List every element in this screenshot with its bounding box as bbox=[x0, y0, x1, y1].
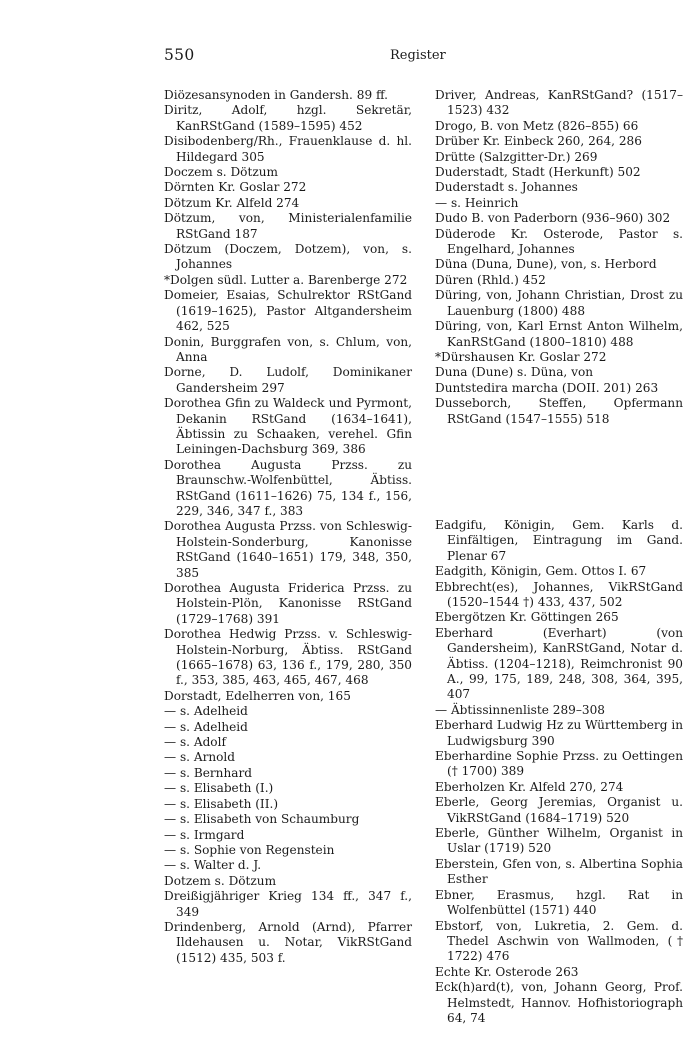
index-entry: Ebner, Erasmus, hzgl. Rat in Wolfenbüttel (1571) 440 bbox=[435, 887, 683, 918]
index-entry: Düring, von, Karl Ernst Anton Wilhelm, KanRStGand (1800–1810) 488 bbox=[435, 319, 683, 349]
index-entry: — Äbtissinnenliste 289–308 bbox=[435, 702, 605, 717]
index-entry: — s. Elisabeth (I.) bbox=[164, 781, 274, 796]
index-entry: Eberle, Georg Jeremias, Organist u. VikRStGand (1684–1719) 520 bbox=[435, 795, 683, 825]
index-entry: Dreißigjähriger Krieg 134 ff., 347 f., 349 bbox=[164, 889, 412, 919]
index-entry: Dorstadt, Edelherren von, 165 bbox=[164, 688, 351, 703]
index-entry: Eadgifu, Königin, Gem. Karls d. Einfältigen, Eintragung im Gand. Plenar 67 bbox=[435, 517, 683, 563]
index-entry: Drütte (Salzgitter-Dr.) 269 bbox=[435, 149, 598, 164]
index-entry: Dorne, D. Ludolf, Dominikaner Gandersheim 297 bbox=[164, 365, 412, 395]
index-entry: — s. Irmgard bbox=[164, 827, 245, 842]
index-entry: — s. Sophie von Regenstein bbox=[164, 842, 335, 857]
index-entry: Dörnten Kr. Goslar 272 bbox=[164, 180, 307, 195]
index-entry: Duderstadt s. Johannes bbox=[435, 180, 578, 195]
index-entry: Drindenberg, Arnold (Arnd), Pfarrer Ildehausen u. Notar, VikRStGand (1512) 435, 503 f. bbox=[164, 919, 412, 965]
index-entry: Düderode Kr. Osterode, Pastor s. Engelhard, Johannes bbox=[435, 226, 683, 257]
index-entry: Eck(h)ard(t), von, Johann Georg, Prof. Helmstedt, Hannov. Hofhistoriograph 64, 74 bbox=[435, 980, 683, 1025]
index-entry: Dorothea Augusta Przss. zu Braunschw.-Wolfenbüttel, Äbtiss. RStGand (1611–1626) 75, 134 f., 156, 229, 346, 347 f., 383 bbox=[164, 457, 412, 518]
index-entry: Diritz, Adolf, hzgl. Sekretär, KanRStGand (1589–1595) 452 bbox=[164, 103, 412, 133]
index-entry: — s. Elisabeth von Schaumburg bbox=[164, 812, 360, 827]
index-entry: Disibodenberg/Rh., Frauenklause d. hl. Hildegard 305 bbox=[164, 134, 412, 164]
index-entry: Dotzem s. Dötzum bbox=[164, 873, 277, 888]
index-entry: Drüber Kr. Einbeck 260, 264, 286 bbox=[435, 134, 642, 149]
index-entry: Dorothea Augusta Friderica Przss. zu Holstein-Plön, Kanonisse RStGand (1729–1768) 391 bbox=[164, 581, 412, 626]
index-entry: Dudo B. von Paderborn (936–960) 302 bbox=[435, 211, 671, 226]
index-entry: Dusseborch, Steffen, Opfermann RStGand (1547–1555) 518 bbox=[435, 396, 683, 426]
index-entry: Eadgith, Königin, Gem. Ottos I. 67 bbox=[435, 564, 647, 579]
index-column-right bbox=[435, 88, 683, 1026]
index-entry: Duntstedira marcha (DOII. 201) 263 bbox=[435, 380, 659, 395]
index-entry: Dötzum, von, Ministerialenfamilie RStGand 187 bbox=[164, 211, 412, 241]
index-entry: Dorothea Hedwig Przss. v. Schleswig-Holstein-Norburg, Äbtiss. RStGand (1665–1678) 63, 136 f., 179, 280, 350 f., 353, 385, 463, 465, 467, 468 bbox=[164, 627, 412, 688]
index-entry: Eberhard (Everhart) (von Gandersheim), KanRStGand, Notar d. Äbtiss. (1204–1218), Reimchronist 90 A., 99, 175, 189, 248, 308, 364, 395, 407 bbox=[435, 625, 683, 702]
index-entry: — s. Adelheid bbox=[164, 719, 248, 734]
index-entry: *Dolgen südl. Lutter a. Barenberge 272 bbox=[164, 272, 408, 287]
index-entry: Eberhardine Sophie Przss. zu Oettingen († 1700) 389 bbox=[435, 749, 683, 779]
index-entry: Düna (Duna, Dune), von, s. Herbord bbox=[435, 257, 657, 272]
index-entry: — s. Walter d. J. bbox=[164, 858, 262, 873]
index-entry: Dorothea Gfin zu Waldeck und Pyrmont, Dekanin RStGand (1634–1641), Äbtissin zu Schaaken, verehel. Gfin Leiningen-Dachsburg 369, 386 bbox=[164, 396, 412, 457]
running-head: Register bbox=[390, 48, 446, 63]
index-entry: — s. Arnold bbox=[164, 750, 236, 765]
index-entry: Domeier, Esaias, Schulrektor RStGand (1619–1625), Pastor Altgandersheim 462, 525 bbox=[164, 288, 412, 334]
section-gap bbox=[435, 427, 683, 518]
index-entry: Echte Kr. Osterode 263 bbox=[435, 964, 579, 979]
index-entry: — s. Bernhard bbox=[164, 765, 252, 780]
index-entry: Eberle, Günther Wilhelm, Organist in Uslar (1719) 520 bbox=[435, 826, 683, 856]
index-entry: — s. Adelheid bbox=[164, 704, 248, 719]
index-column-left bbox=[164, 88, 412, 966]
index-entry: Eberstein, Gfen von, s. Albertina Sophia Esther bbox=[435, 856, 683, 887]
index-entry: Ebergötzen Kr. Göttingen 265 bbox=[435, 610, 619, 625]
index-entry: Duderstadt, Stadt (Herkunft) 502 bbox=[435, 165, 641, 180]
index-entry: — s. Elisabeth (II.) bbox=[164, 796, 279, 811]
index-entry: *Dürshausen Kr. Goslar 272 bbox=[435, 349, 607, 364]
index-entry: Eberholzen Kr. Alfeld 270, 274 bbox=[435, 779, 624, 794]
page-number: 550 bbox=[164, 46, 195, 64]
index-entry: — s. Adolf bbox=[164, 735, 226, 750]
index-entry: Driver, Andreas, KanRStGand? (1517–1523) 432 bbox=[435, 88, 683, 118]
index-entry: Ebbrecht(es), Johannes, VikRStGand (1520–1544 †) 433, 437, 502 bbox=[435, 579, 683, 609]
index-entry: Düren (Rhld.) 452 bbox=[435, 272, 546, 287]
index-entry: Drogo, B. von Metz (826–855) 66 bbox=[435, 118, 639, 133]
index-entry: Dötzum (Doczem, Dotzem), von, s. Johannes bbox=[164, 242, 412, 272]
index-entry: Eberhard Ludwig Hz zu Württemberg in Ludwigsburg 390 bbox=[435, 718, 683, 748]
index-entry: Dorothea Augusta Przss. von Schleswig-Holstein-Sonderburg, Kanonisse RStGand (1640–1651) 179, 348, 350, 385 bbox=[164, 519, 412, 580]
index-entry: Dötzum Kr. Alfeld 274 bbox=[164, 195, 300, 210]
index-entry: Duna (Dune) s. Düna, von bbox=[435, 365, 594, 380]
index-entry: Doczem s. Dötzum bbox=[164, 165, 278, 180]
index-entry: Donin, Burggrafen von, s. Chlum, von, Anna bbox=[164, 334, 412, 364]
index-entry: — s. Heinrich bbox=[435, 195, 519, 210]
index-entry: Düring, von, Johann Christian, Drost zu Lauenburg (1800) 488 bbox=[435, 288, 683, 318]
index-section-e bbox=[435, 518, 683, 1026]
index-entry: Diözesansynoden in Gandersh. 89 ff. bbox=[164, 88, 388, 102]
index-entry: Ebstorf, von, Lukretia, 2. Gem. d. Thedel Aschwin von Wallmoden, († 1722) 476 bbox=[435, 918, 683, 964]
index-section-d bbox=[435, 88, 683, 427]
